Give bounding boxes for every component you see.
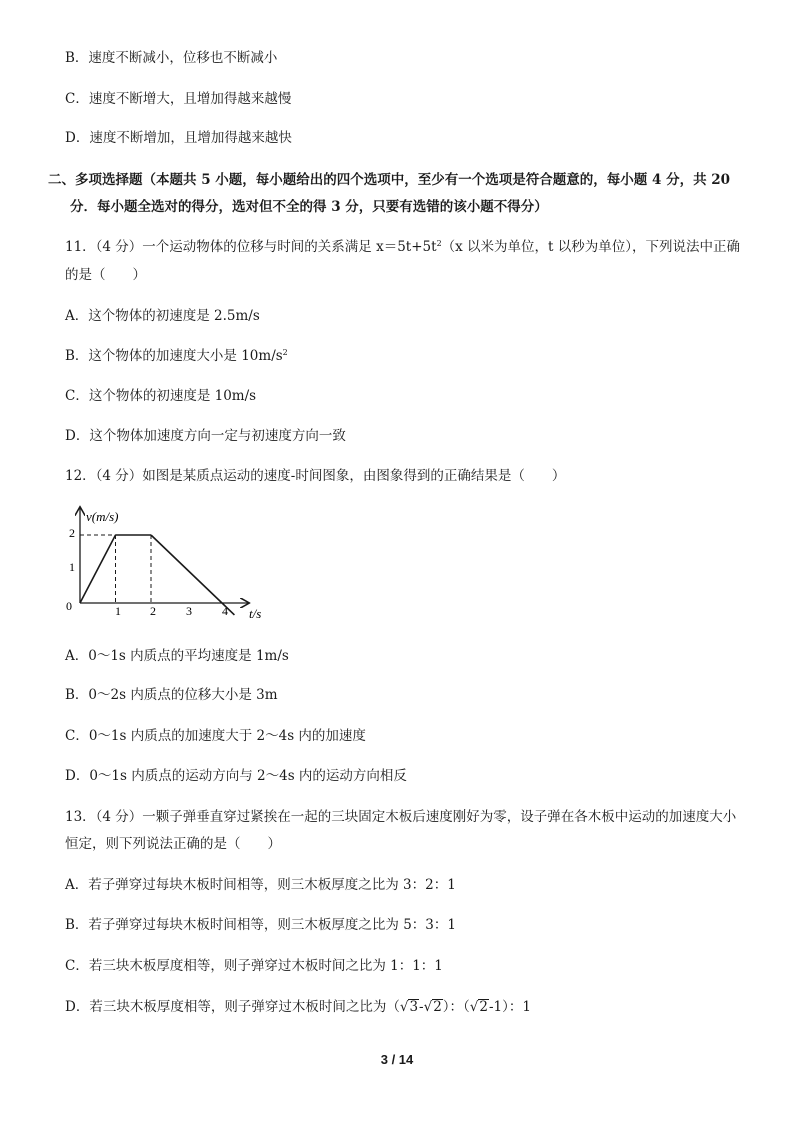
sqrt-2b: 2: [479, 999, 488, 1015]
series-segment: [151, 535, 222, 603]
q12-stem: 12．（4 分）如图是某质点运动的速度-时间图象，由图象得到的正确结果是（ ）: [65, 468, 566, 484]
x-tick-label: 1: [115, 604, 121, 618]
q13-option-b: B．若子弹穿过每块木板时间相等，则三木板厚度之比为 5：3：1: [65, 917, 456, 933]
q13-stem-cont: 恒定，则下列说法正确的是（ ）: [65, 836, 281, 852]
y-tick-label: 2: [69, 526, 75, 540]
x-tick-label: 2: [150, 604, 156, 618]
q11-option-d: D．这个物体加速度方向一定与初速度方向一致: [65, 428, 346, 444]
option-d-prev: D．速度不断增加，且增加得越来越快: [65, 130, 292, 146]
origin-label: 0: [66, 599, 72, 613]
series-segment: [80, 535, 116, 603]
section-heading: 二、多项选择题（本题共 5 小题，每小题给出的四个选项中，至少有一个选项是符合题意的，每小题 4 分，共 20: [48, 172, 731, 188]
option-b-prev: B．速度不断减小，位移也不断减小: [65, 50, 278, 66]
q11-stem: 11．（4 分）一个运动物体的位移与时间的关系满足 $x=5t+5t^2(x$ 以米为单位，t 以秒为单位），下列说法中正确: [65, 239, 741, 255]
q13-option-a: A．若子弹穿过每块木板时间相等，则三木板厚度之比为 3：2：1: [65, 877, 456, 893]
y-axis-label: v(m/s): [86, 509, 119, 524]
q12-option-d: D．0～1s 内质点的运动方向与 2～4s 内的运动方向相反: [65, 768, 407, 784]
velocity-time-chart: [58, 500, 288, 630]
q12-option-c: C．0～1s 内质点的加速度大于 2～4s 内的加速度: [65, 728, 366, 744]
x-axis-label: t/s: [249, 606, 262, 621]
q11-option-c: C．这个物体的初速度是 10m/s: [65, 388, 257, 404]
q11-option-b: B．这个物体的加速度大小是 $10m/s^2$: [65, 348, 288, 364]
y-tick-label: 1: [69, 560, 75, 574]
q11-stem-cont: 的是（ ）: [65, 267, 146, 283]
q13-option-d: D．若三块木板厚度相等，则子弹穿过木板时间之比为（√3-√2）：（√2-1）：1: [65, 999, 531, 1015]
q13-option-c: C．若三块木板厚度相等，则子弹穿过木板时间之比为 1：1：1: [65, 958, 443, 974]
q12-option-b: B．0～2s 内质点的位移大小是 3m: [65, 687, 278, 703]
x-tick-label: 4: [222, 604, 228, 618]
sqrt-2: 2: [433, 999, 442, 1015]
q12-option-a: A．0～1s 内质点的平均速度是 1m/s: [65, 648, 289, 664]
sqrt-3: 3: [409, 999, 419, 1015]
page-number: 3 / 14: [380, 1052, 414, 1067]
section-heading-cont: 分．每小题全选对的得分，选对但不全的得 3 分，只要有选错的该小题不得分）: [70, 199, 548, 215]
x-tick-label: 3: [186, 604, 192, 618]
option-c-prev: C．速度不断增大，且增加得越来越慢: [65, 91, 292, 107]
q11-option-a: A．这个物体的初速度是 2.5m/s: [65, 308, 260, 324]
q13-stem: 13．（4 分）一颗子弹垂直穿过紧挨在一起的三块固定木板后速度刚好为零，设子弹在各木板中运动的加速度大小: [65, 809, 737, 825]
